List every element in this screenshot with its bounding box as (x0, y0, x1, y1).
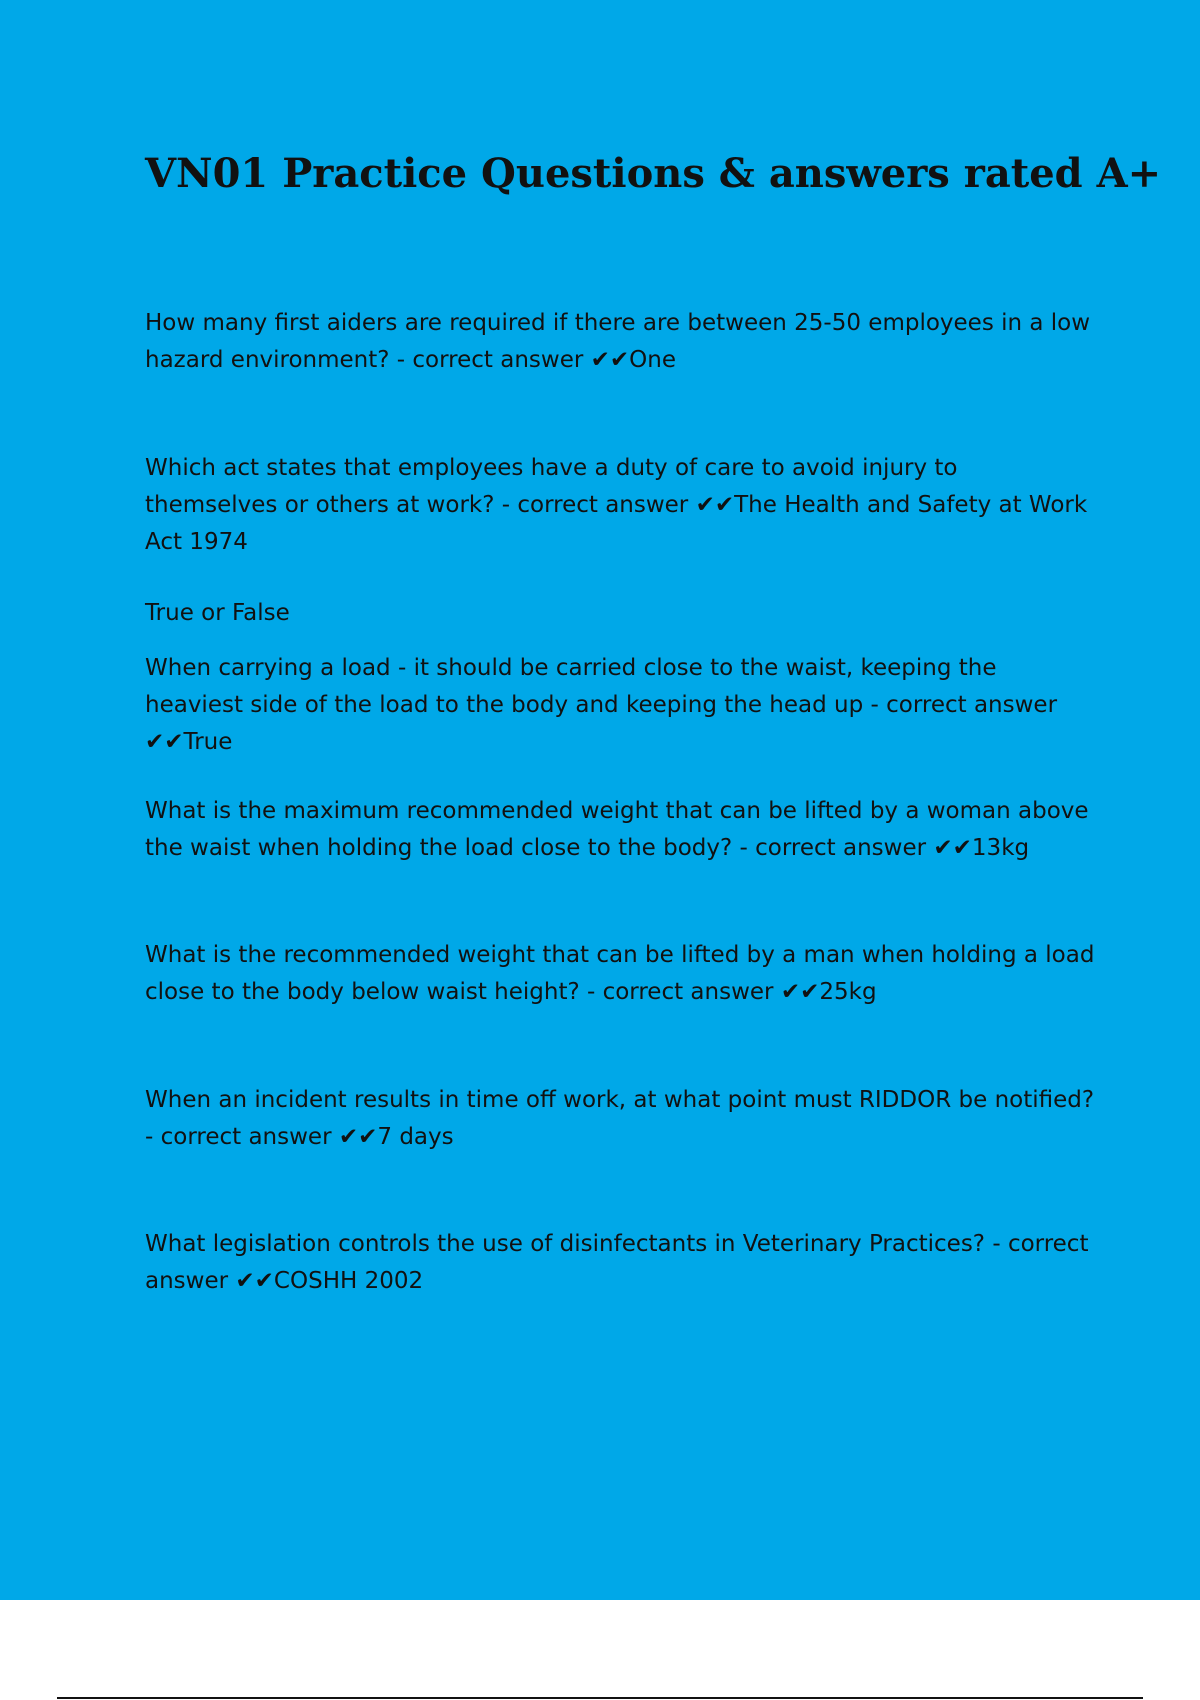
qa-item-6: When an incident results in time off work, at what point must RIDDOR be notified? - correct answer ✔✔7 days (145, 1087, 1095, 1150)
qa-item-1: How many first aiders are required if there are between 25-50 employees in a low hazard environment? - correct answer ✔✔One (145, 310, 1091, 373)
qa-item-3-label: True or False (145, 600, 290, 626)
qa-item-3: When carrying a load - it should be carried close to the waist, keeping the heaviest side of the load to the body and keeping the head up - correct answer ✔✔True (145, 655, 1058, 755)
qa-item-4: What is the maximum recommended weight that can be lifted by a woman above the waist when holding the load close to the body? - correct answer ✔✔13kg (145, 798, 1089, 861)
qa-item-5: What is the recommended weight that can be lifted by a man when holding a load close to the body below waist height? - correct answer ✔✔25kg (145, 942, 1095, 1005)
qa-item-2: Which act states that employees have a duty of care to avoid injury to themselves or others at work? - correct answer ✔✔The Health and Safety at Work Act 1974 (145, 455, 1088, 555)
qa-item-7: What legislation controls the use of disinfectants in Veterinary Practices? - correct answer ✔✔COSHH 2002 (145, 1231, 1089, 1294)
page-title: VN01 Practice Questions & answers rated A+ (145, 150, 1162, 197)
footer-divider (57, 1697, 1143, 1699)
